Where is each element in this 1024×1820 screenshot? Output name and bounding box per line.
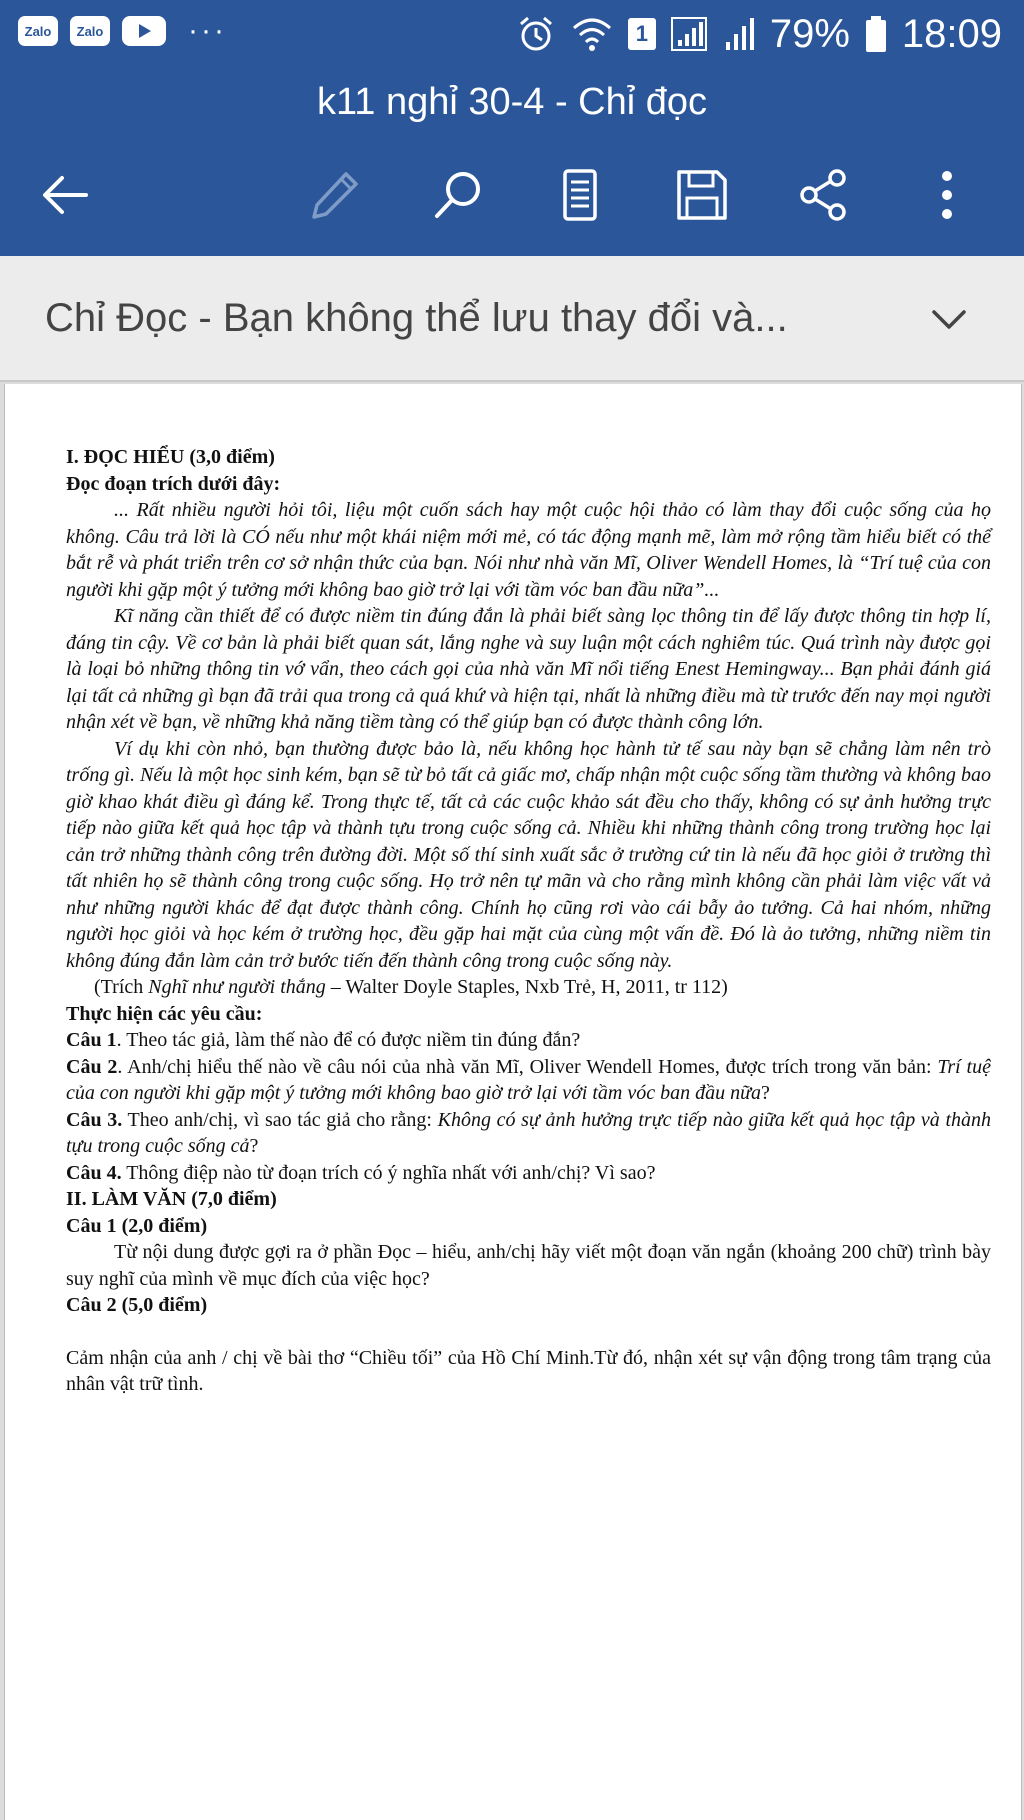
battery-percentage: 79% <box>769 12 850 56</box>
question-4: Câu 4. Thông điệp nào từ đoạn trích có ý nghĩa nhất với anh/chị? Vì sao? <box>66 1161 656 1184</box>
save-button[interactable] <box>667 160 737 230</box>
document-body <box>66 444 991 1398</box>
citation-title: Nghĩ như người thắng <box>148 976 326 998</box>
question-3: Câu 3. Theo anh/chị, vì sao tác giả cho rằng: Không có sự ảnh hưởng trực tiếp nào giữa kết quả học tập và thành tựu trong cuộc sống cả? <box>66 1108 991 1157</box>
passage-paragraph: Ví dụ khi còn nhỏ, bạn thường được bảo là, nếu không học hành tử tế sau này bạn sẽ chẳng làm nên trò trống gì. Nếu là một học sinh kém, bạn sẽ từ bỏ tất cả giấc mơ, chấp nhận một cuộc sống tầm thường và không bao giờ khao khát điều gì đáng kể. Trong thực tế, tất cả các cuộc khảo sát đều cho thấy, không có sự ảnh hưởng trực tiếp nào giữa kết quả học tập và thành tựu trong cuộc sống cả. Nhiều khi những thành công trong trường học lại cản trở những thành công trên đường đời. Một số thí sinh xuất sắc ở trường cứ tin là nếu đã học giỏi ở trường thì tất nhiên họ sẽ thành công trong cuộc sống. Họ trở nên tự mãn và cho rằng mình không cần phải làm việc vất vả như những người khác để đạt được thành công. Chính họ cũng rơi vào cái bẫy ảo tưởng. Cả hai nhóm, những người học giỏi và học kém ở trường học, đều gặp hai mặt của cùng một vấn đề. Đó là ảo tưởng, những niềm tin không đúng đắn làm cản trở bước tiến đến thành công trong cuộc sống này. <box>66 737 991 972</box>
wifi-icon <box>570 14 614 54</box>
passage-paragraph: ... Rất nhiều người hỏi tôi, liệu một cuốn sách hay một cuộc hội thảo có làm thay đổi cuộc sống của họ không. Câu trả lời là CÓ nếu như một khái niệm mới mẻ, có tác động mạnh mẽ, làm mở rộng tầm hiểu biết có thể bắt rễ và phát triển trên cơ sở nhận thức của bạn. Nói như nhà văn Mĩ, Oliver Wendell Homes, là “Trí tuệ của con người khi gặp một ý tưởng mới không bao giờ trở lại với tầm vóc ban đầu nữa”... <box>66 499 991 601</box>
read-only-banner[interactable] <box>0 256 1024 382</box>
passage-paragraph: Kĩ năng cần thiết để có được niềm tin đúng đắn là phải biết sàng lọc thông tin để lấy được thông tin hợp lí, đáng tin cậy. Về cơ bản là phải biết quan sát, lắng nghe và suy luận một cách nghiêm túc. Quá trình này được gọi là loại bỏ những thông tin vớ vẩn, theo cách gọi của nhà văn Mĩ nổi tiếng Enest Hemingway... Bạn phải đánh giá lại tất cả những gì bạn đã trải qua trong cả quá khứ và hiện tại, nhất là những điều mà từ trước đến nay mọi người nhận xét về bạn, về những khả năng tiềm tàng có thể giúp bạn có được thành công lớn. <box>66 605 991 733</box>
battery-icon <box>864 14 888 54</box>
share-icon <box>795 166 853 224</box>
system-indicators <box>516 12 1002 56</box>
clock: 18:09 <box>901 12 1002 56</box>
notification-icons <box>18 16 227 46</box>
section-heading: I. ĐỌC HIỂU (3,0 điểm) <box>66 446 275 468</box>
question-2: Câu 2. Anh/chị hiểu thế nào về câu nói của nhà văn Mĩ, Oliver Wendell Homes, được trích trong văn bản: Trí tuệ của con người khi gặp một ý tưởng mới không bao giờ trở lại với tầm vóc ban đầu nữa? <box>66 1055 991 1104</box>
signal-strength-icon <box>724 14 756 54</box>
document-title: k11 nghỉ 30-4 - Chỉ đọc <box>0 70 1024 134</box>
toolbar <box>0 134 1024 256</box>
alarm-icon <box>516 14 556 54</box>
reading-view-icon <box>551 166 609 224</box>
zalo-notification-icon: Zalo <box>70 16 110 46</box>
status-bar <box>0 0 1024 70</box>
search-icon <box>429 166 487 224</box>
zalo-notification-icon: Zalo <box>18 16 58 46</box>
citation: (Trích Nghĩ như người thắng – Walter Doyle Staples, Nxb Trẻ, H, 2011, tr 112) <box>94 976 728 998</box>
more-options-icon <box>918 166 976 224</box>
blank-line <box>66 1319 991 1345</box>
edit-pencil-icon <box>306 166 364 224</box>
section-heading: II. LÀM VĂN (7,0 điểm) <box>66 1188 277 1210</box>
question-1: Câu 1. Theo tác giả, làm thế nào để có được niềm tin đúng đắn? <box>66 1029 581 1051</box>
writing-task-text: Từ nội dung được gợi ra ở phần Đọc – hiểu, anh/chị hãy viết một đoạn văn ngắn (khoảng 200 chữ) trình bày suy nghĩ của mình về mục đích của việc học? <box>66 1241 991 1290</box>
more-options-button[interactable] <box>912 160 982 230</box>
tasks-heading: Thực hiện các yêu cầu: <box>66 1002 263 1025</box>
writing-task-text: Cảm nhận của anh / chị về bài thơ “Chiều tối” của Hồ Chí Minh.Từ đó, nhận xét sự vận động trong tâm trạng của nhân vật trữ tình. <box>66 1346 991 1395</box>
instruction-text: Đọc đoạn trích dưới đây: <box>66 472 281 495</box>
more-notifications-icon: ··· <box>188 14 227 47</box>
chevron-down-icon[interactable] <box>926 296 972 342</box>
back-arrow-icon <box>36 166 94 224</box>
share-button[interactable] <box>789 160 859 230</box>
writing-task-heading: Câu 2 (5,0 điểm) <box>66 1294 208 1316</box>
youtube-notification-icon <box>122 16 166 46</box>
signal-strength-icon <box>670 14 710 54</box>
search-button[interactable] <box>423 160 493 230</box>
save-icon <box>673 166 731 224</box>
sim-slot-indicator: 1 <box>628 18 656 50</box>
edit-button[interactable] <box>300 160 370 230</box>
read-only-message: Chỉ Đọc - Bạn không thể lưu thay đổi và... <box>45 296 788 340</box>
writing-task-heading: Câu 1 (2,0 điểm) <box>66 1214 208 1237</box>
back-button[interactable] <box>30 160 100 230</box>
document-page[interactable] <box>4 384 1022 1820</box>
reading-view-button[interactable] <box>545 160 615 230</box>
